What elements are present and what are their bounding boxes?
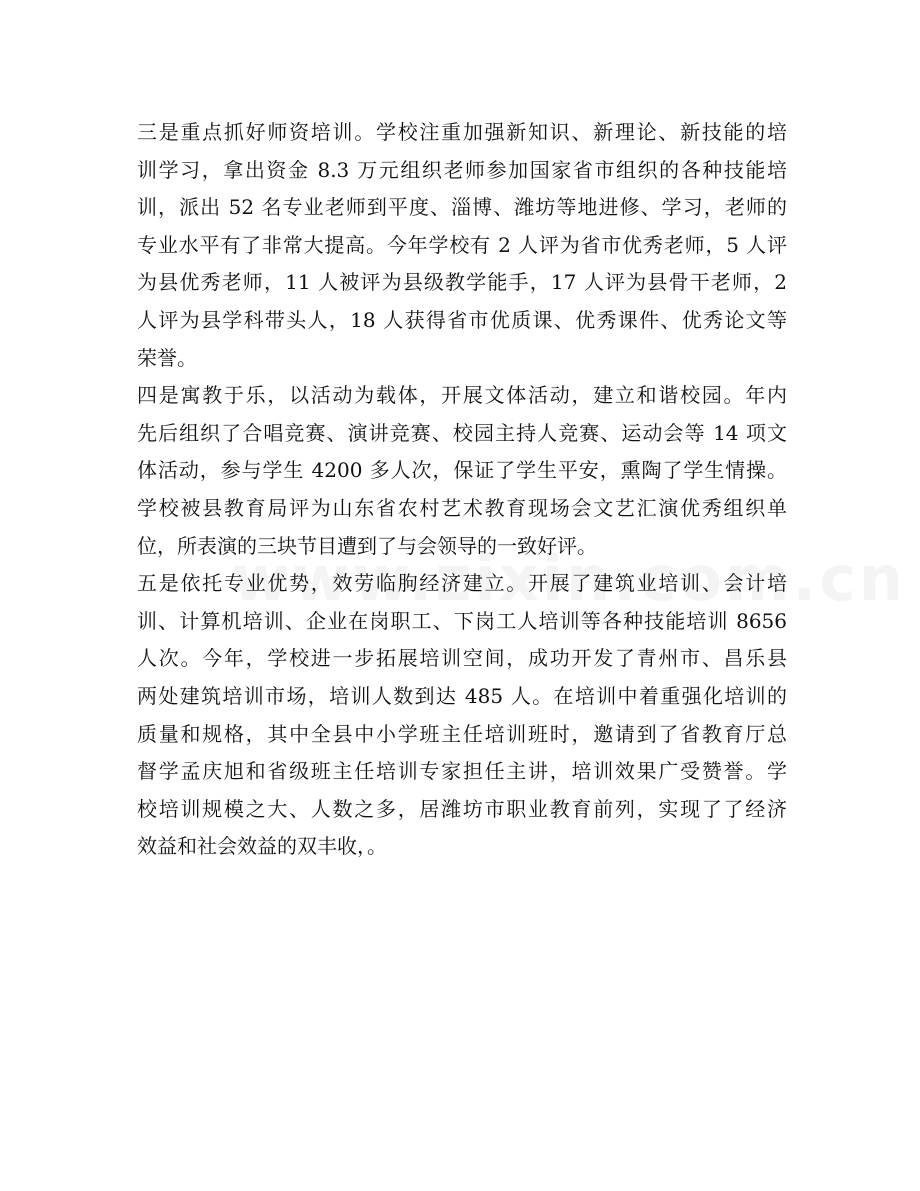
text-line: 效益和社会效益的双丰收，。 bbox=[137, 834, 387, 859]
text-line: 先后组织了合唱竞赛、演讲竞赛、校园主持人竞赛、运动会等 14 项文 bbox=[137, 420, 787, 445]
text-line: 督学孟庆旭和省级班主任培训专家担任主讲，培训效果广受赞誉。学 bbox=[137, 759, 787, 784]
text-line: 训学习，拿出资金 8.3 万元组织老师参加国家省市组织的各种技能培 bbox=[137, 157, 787, 182]
text-line: 质量和规格，其中全县中小学班主任培训班时，邀请到了省教育厅总 bbox=[137, 721, 787, 746]
text-line: 体活动，参与学生 4200 多人次，保证了学生平安，熏陶了学生情操。 bbox=[137, 458, 787, 483]
text-line: 人次。今年，学校进一步拓展培训空间，成功开发了青州市、昌乐县 bbox=[137, 646, 787, 671]
text-line: 训、计算机培训、企业在岗职工、下岗工人培训等各种技能培训 8656 bbox=[137, 608, 787, 633]
text-line: 专业水平有了非常大提高。今年学校有 2 人评为省市优秀老师，5 人评 bbox=[137, 232, 787, 257]
text-line: 五是依托专业优势，效劳临朐经济建立。开展了建筑业培训、会计培 bbox=[137, 571, 787, 596]
text-line: 荣誉。 bbox=[137, 345, 197, 370]
text-line: 为县优秀老师，11 人被评为县级教学能手，17 人评为县骨干老师，2 bbox=[137, 270, 787, 295]
text-line: 三是重点抓好师资培训。学校注重加强新知识、新理论、新技能的培 bbox=[137, 120, 787, 144]
text-line: 两处建筑培训市场，培训人数到达 485 人。在培训中着重强化培训的 bbox=[137, 683, 787, 708]
text-line: 校培训规模之大、人数之多，居潍坊市职业教育前列，实现了了经济 bbox=[137, 796, 787, 821]
text-line: 位，所表演的三块节目遭到了与会领导的一致好评。 bbox=[137, 533, 597, 558]
text-line: 学校被县教育局评为山东省农村艺术教育现场会文艺汇演优秀组织单 bbox=[137, 495, 787, 520]
text-line: 四是寓教于乐，以活动为载体，开展文体活动，建立和谐校园。年内 bbox=[137, 383, 787, 408]
text-line: 人评为县学科带头人，18 人获得省市优质课、优秀课件、优秀论文等 bbox=[137, 307, 787, 332]
text-line: 训，派出 52 名专业老师到平度、淄博、潍坊等地进修、学习，老师的 bbox=[137, 195, 787, 220]
body-text bbox=[137, 114, 787, 866]
